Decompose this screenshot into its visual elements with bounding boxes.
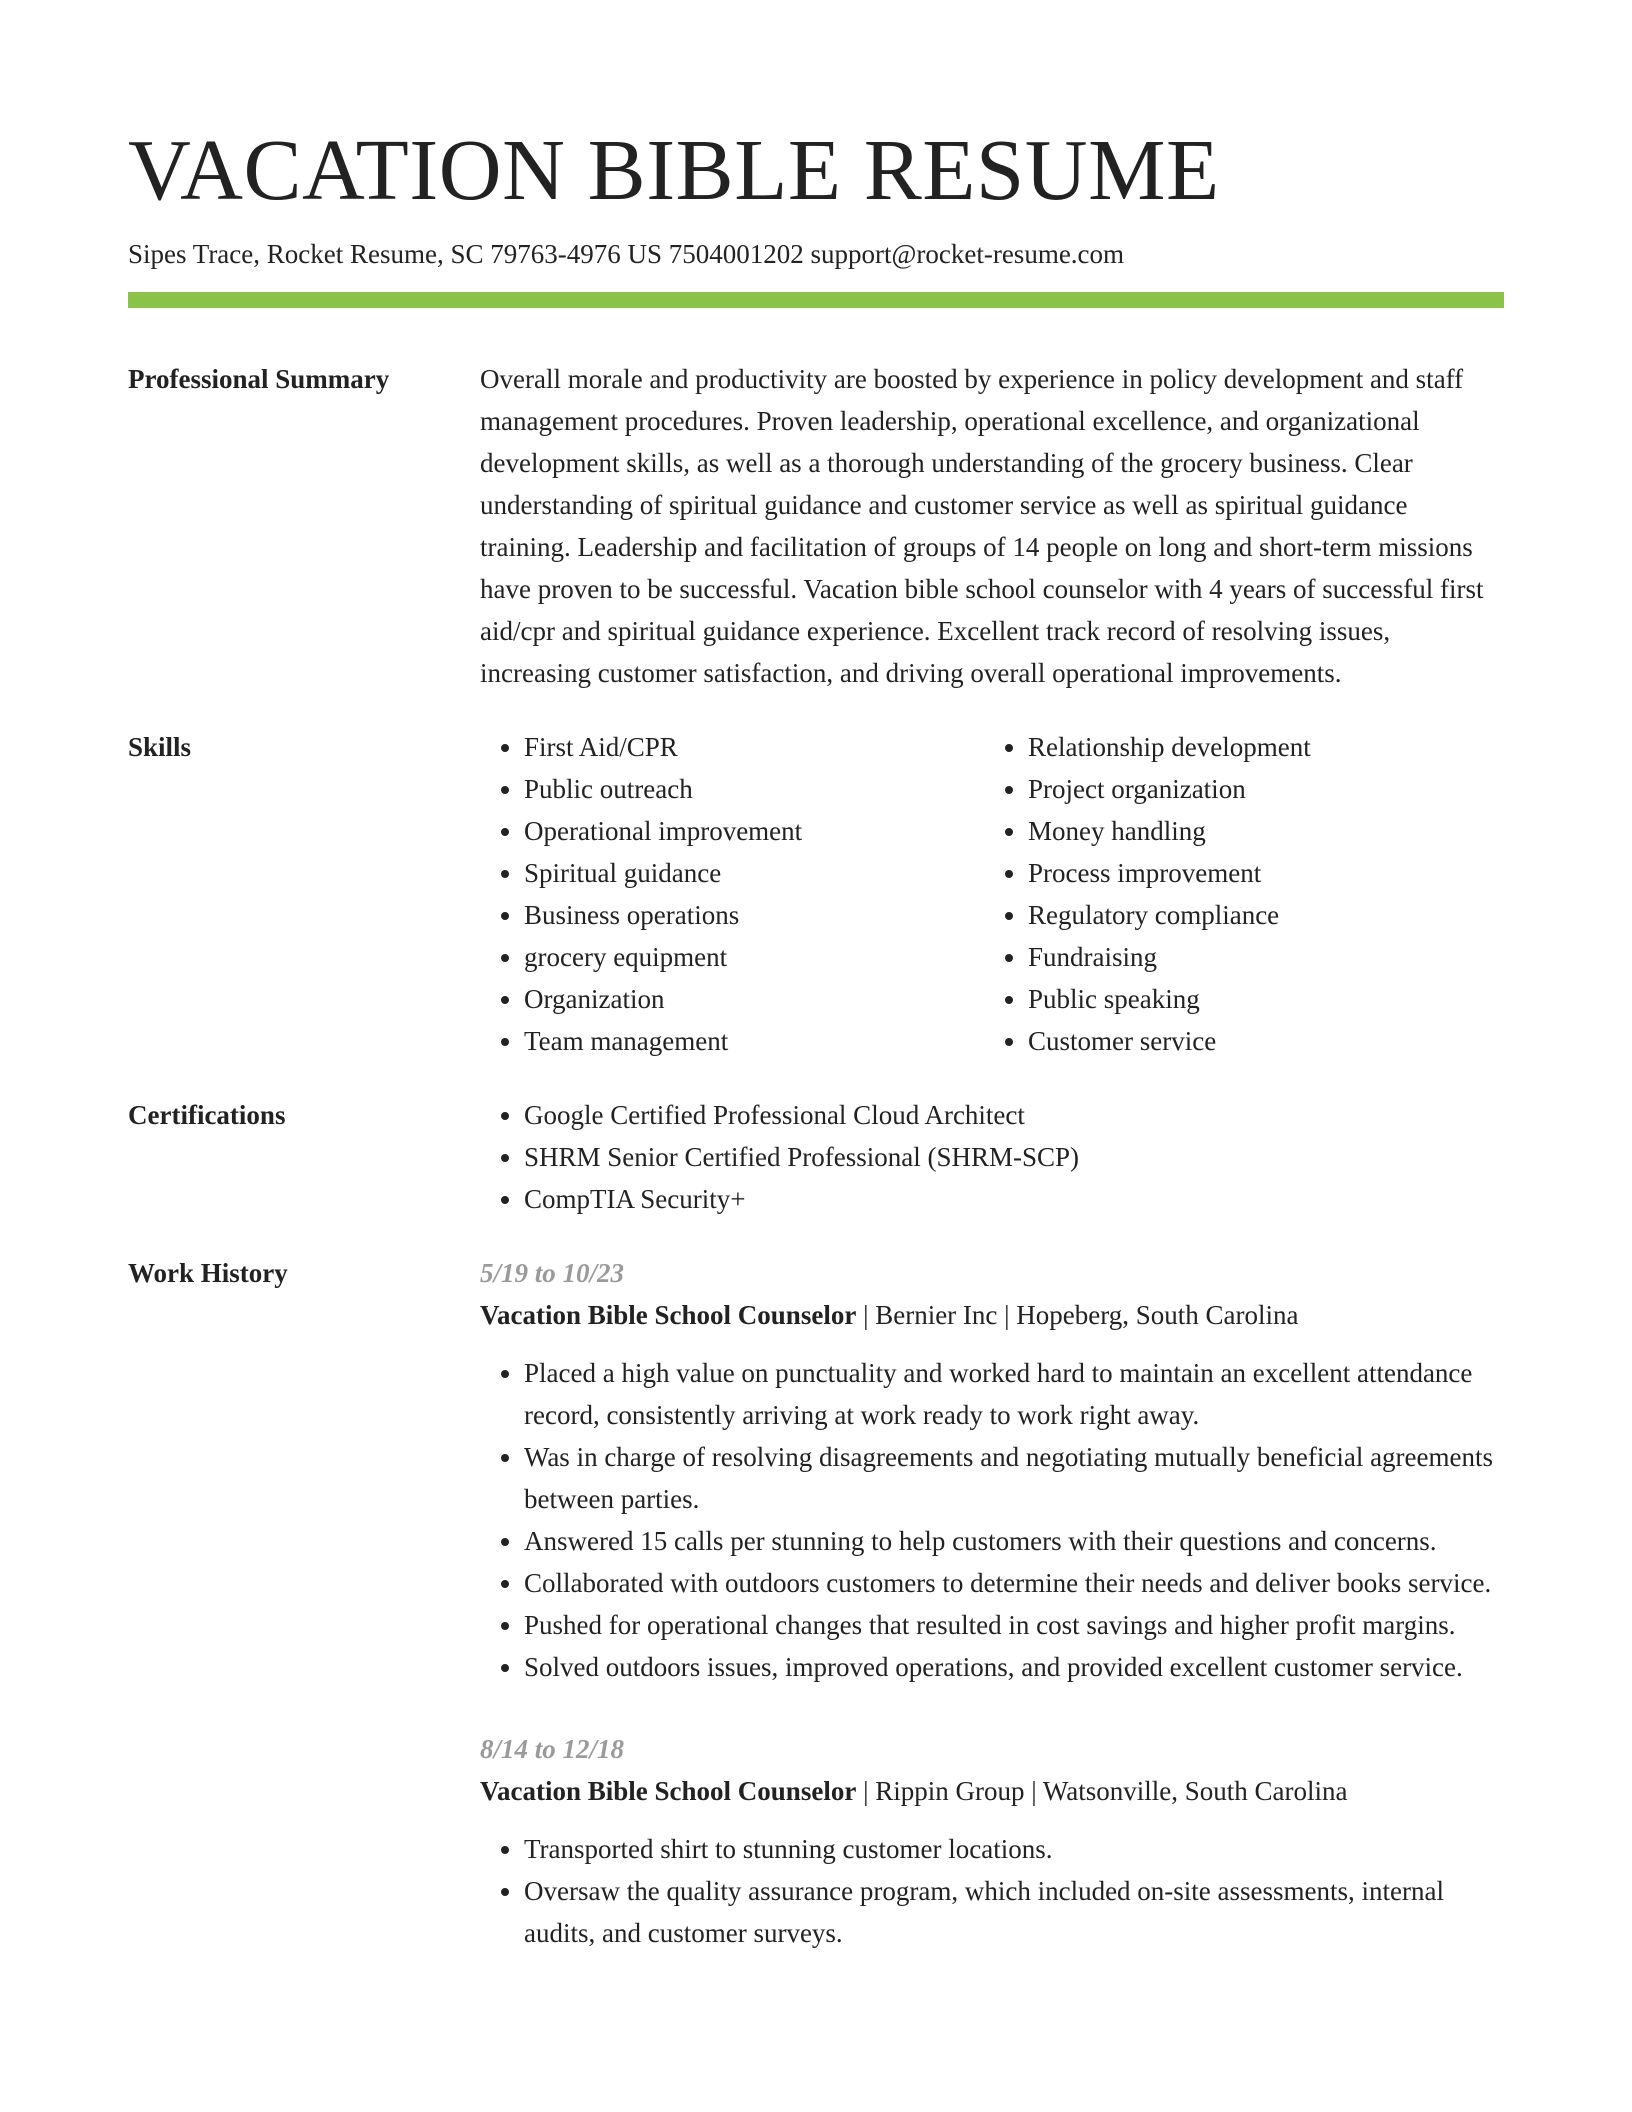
certification-item: • SHRM Senior Certified Professional (SHRM-SCP) bbox=[524, 1136, 1504, 1178]
skills-list-left bbox=[480, 726, 984, 1062]
skill-item: • Spiritual guidance bbox=[524, 852, 984, 894]
work-history-content bbox=[480, 1252, 1504, 1994]
skill-item: • First Aid/CPR bbox=[524, 726, 984, 768]
resume-page bbox=[128, 120, 1504, 1994]
job-bullet: • Placed a high value on punctuality and worked hard to maintain an excellent attendance record, consistently arriving at work ready to work right away. bbox=[524, 1352, 1504, 1436]
resume-name: VACATION BIBLE RESUME bbox=[128, 121, 1220, 218]
skill-item: • Process improvement bbox=[1028, 852, 1504, 894]
job-dates: 5/19 to 10/23 bbox=[480, 1258, 625, 1288]
certifications-label: Certifications bbox=[128, 1100, 286, 1130]
certification-item: • CompTIA Security+ bbox=[524, 1178, 1504, 1220]
job-entry bbox=[480, 1252, 1504, 1688]
job-details: | Rippin Group | Watsonville, South Carolina bbox=[856, 1776, 1348, 1806]
skill-item: • grocery equipment bbox=[524, 936, 984, 978]
skill-item: • Regulatory compliance bbox=[1028, 894, 1504, 936]
summary-label: Professional Summary bbox=[128, 364, 390, 394]
job-bullet: • Solved outdoors issues, improved operations, and provided excellent customer service. bbox=[524, 1646, 1504, 1688]
job-title: Vacation Bible School Counselor bbox=[480, 1776, 857, 1806]
skill-item: • Public outreach bbox=[524, 768, 984, 810]
work-history-label: Work History bbox=[128, 1258, 288, 1288]
skill-item: • Organization bbox=[524, 978, 984, 1020]
skill-item: • Fundraising bbox=[1028, 936, 1504, 978]
job-bullet: • Oversaw the quality assurance program, which included on-site assessments, internal audits, and customer surveys. bbox=[524, 1870, 1504, 1954]
skill-item: • Team management bbox=[524, 1020, 984, 1062]
summary-section bbox=[128, 358, 1504, 694]
skill-item: • Relationship development bbox=[1028, 726, 1504, 768]
job-bullet: • Collaborated with outdoors customers to determine their needs and deliver books service. bbox=[524, 1562, 1504, 1604]
skill-item: • Operational improvement bbox=[524, 810, 984, 852]
skill-item: • Project organization bbox=[1028, 768, 1504, 810]
summary-content bbox=[480, 358, 1504, 694]
skill-item: • Public speaking bbox=[1028, 978, 1504, 1020]
job-title-line bbox=[480, 1294, 1504, 1336]
header-divider bbox=[128, 292, 1504, 308]
job-title: Vacation Bible School Counselor bbox=[480, 1300, 857, 1330]
skills-content bbox=[480, 726, 1504, 1062]
job-dates: 8/14 to 12/18 bbox=[480, 1734, 625, 1764]
certifications-section bbox=[128, 1094, 1504, 1220]
job-bullet: • Answered 15 calls per stunning to help customers with their questions and concerns. bbox=[524, 1520, 1504, 1562]
summary-text: Overall morale and productivity are boosted by experience in policy development and staff management procedures. Proven leadership, operational excellence, and organizational development skills, as well as a thorough understanding of the grocery business. Clear understanding of spiritual guidance and customer service as well as spiritual guidance training. Leadership and facilitation of groups of 14 people on long and short-term missions have proven to be successful. Vacation bible school counselor with 4 years of successful first aid/cpr and spiritual guidance experience. Excellent track record of resolving issues, increasing customer satisfaction, and driving overall operational improvements. bbox=[480, 364, 1484, 688]
contact-line bbox=[128, 236, 1504, 272]
job-bullet: • Pushed for operational changes that resulted in cost savings and higher profit margins. bbox=[524, 1604, 1504, 1646]
job-bullet: • Transported shirt to stunning customer locations. bbox=[524, 1828, 1504, 1870]
certification-item: • Google Certified Professional Cloud Architect bbox=[524, 1094, 1504, 1136]
contact-phone: 7504001202 bbox=[668, 239, 804, 269]
skills-label: Skills bbox=[128, 732, 192, 762]
contact-email: support@rocket-resume.com bbox=[810, 239, 1125, 269]
job-entry bbox=[480, 1728, 1504, 1954]
job-bullets bbox=[480, 1828, 1504, 1954]
skill-item: • Money handling bbox=[1028, 810, 1504, 852]
job-title-line bbox=[480, 1770, 1504, 1812]
certifications-content bbox=[480, 1094, 1504, 1220]
contact-address: Sipes Trace, Rocket Resume, SC 79763-4976 US bbox=[128, 239, 663, 269]
job-bullets bbox=[480, 1352, 1504, 1688]
job-bullet: • Was in charge of resolving disagreements and negotiating mutually beneficial agreements between parties. bbox=[524, 1436, 1504, 1520]
skills-list-right bbox=[984, 726, 1504, 1062]
certifications-list bbox=[480, 1094, 1504, 1220]
job-details: | Bernier Inc | Hopeberg, South Carolina bbox=[856, 1300, 1299, 1330]
work-history-section bbox=[128, 1252, 1504, 1994]
skill-item: • Customer service bbox=[1028, 1020, 1504, 1062]
skill-item: • Business operations bbox=[524, 894, 984, 936]
skills-section bbox=[128, 726, 1504, 1062]
